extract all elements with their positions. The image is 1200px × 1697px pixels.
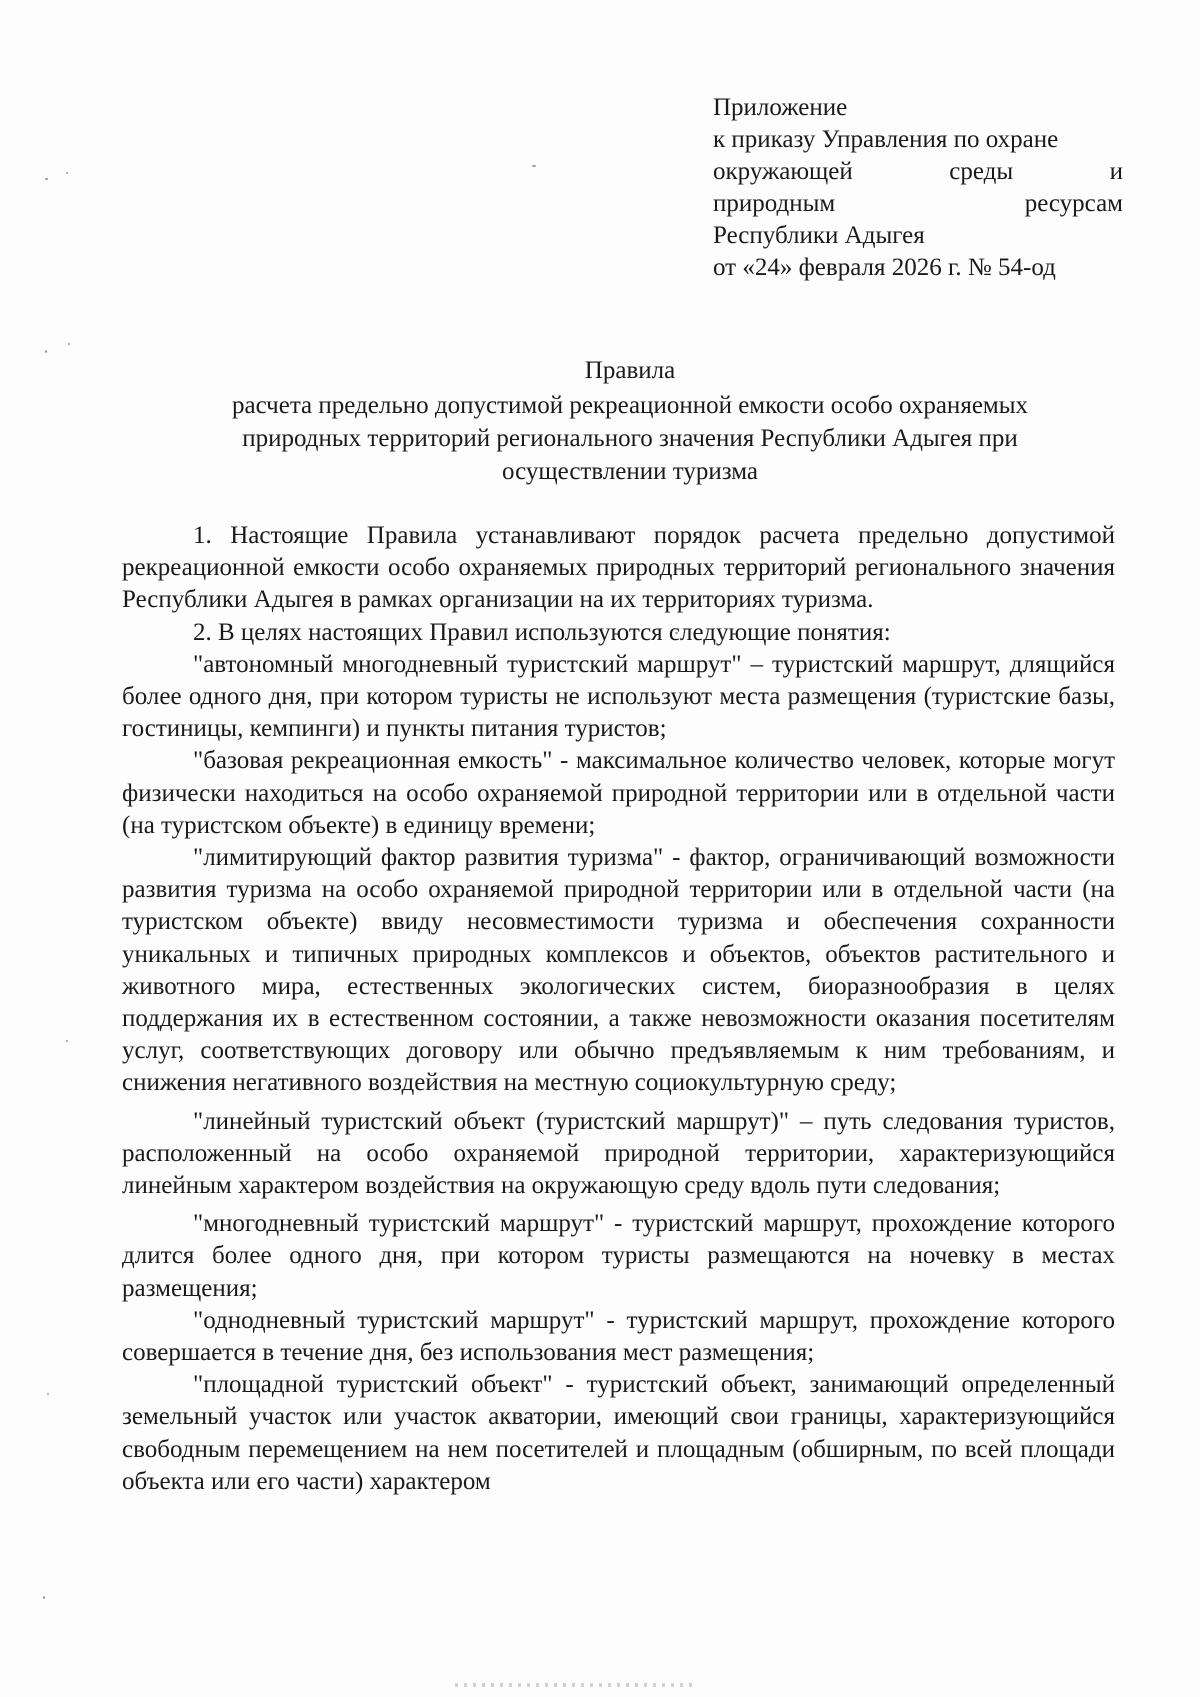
document-title — [150, 354, 1110, 488]
scan-speck — [68, 343, 70, 345]
title-line: осуществлении туризма — [501, 458, 759, 485]
definition-paragraph: "лимитирующий фактор развития туризма" - фактор, ограничивающий возможности развития туризма на особо охраняемой природной территории или в отдельной части (на туристском объекте) ввиду несовместимости туризма и обеспечения сохранности уникальных и типичных природных комплексов и объектов, объектов растительного и животного мира, естественных экологических систем, биоразнообразия в целях поддержания их в естественном состоянии, а также невозможности оказания посетителям услуг, соответствующих договору или обычно предъявляемым к ним требованиям, и снижения негативного воздействия на местную социокультурную среду; — [122, 844, 1115, 1097]
definition-paragraph: "площадной туристский объект" - туристский объект, занимающий определенный земельный участок или участок акватории, имеющий свои границы, характеризующийся свободным перемещением на нем посетителей и площадным (обширным, по всей площади объекта или его части) характером — [122, 1371, 1115, 1495]
appendix-line: природным ресурсам — [713, 190, 1123, 217]
scan-speck — [532, 165, 536, 167]
title-line: расчета предельно допустимой рекреационной емкости особо охраняемых — [231, 392, 1029, 419]
definition-paragraph: "многодневный туристский маршрут" - туристский маршрут, прохождение которого длится более одного дня, при котором туристы размещаются на ночевку в местах размещения; — [122, 1210, 1115, 1302]
appendix-line: к приказу Управления по охране — [713, 126, 1059, 153]
appendix-line: Приложение — [713, 94, 848, 121]
definition-paragraph: "линейный туристский объект (туристский маршрут)" – путь следования туристов, расположенный на особо охраняемой природной территории, характеризующийся линейным характером воздействия на окружающую среду вдоль пути следования; — [122, 1107, 1115, 1200]
paragraph: 1. Настоящие Правила устанавливают порядок расчета предельно допустимой рекреационной емкости особо охраняемых природных территорий регионального значения Республики Адыгея в рамках организации на их территориях туризма. — [122, 522, 1115, 614]
appendix-block — [713, 92, 1123, 284]
scan-speck — [66, 1040, 68, 1042]
definition-paragraph: "автономный многодневный туристский маршрут" – туристский маршрут, длящийся более одного дня, при котором туристы не используют места размещения (туристские базы, гостиницы, кемпинги) и пункты питания туристов; — [122, 650, 1115, 743]
scan-footer-noise — [455, 1683, 695, 1687]
title-heading: Правила — [584, 357, 676, 384]
title-line: природных территорий регионального значения Республики Адыгея при — [242, 425, 1018, 452]
paragraph: 2. В целях настоящих Правил используются следующие понятия: — [193, 618, 891, 646]
definition-paragraph: "однодневный туристский маршрут" - туристский маршрут, прохождение которого совершается в течение дня, без использования мест размещения; — [122, 1306, 1115, 1367]
scan-speck — [45, 350, 47, 353]
definition-paragraph: "базовая рекреационная емкость" - максимальное количество человек, которые могут физически находиться на особо охраняемой природной территории или в отдельной части (на туристском объекте) в единицу времени; — [122, 747, 1115, 839]
scan-speck — [66, 172, 68, 174]
scan-speck — [45, 178, 48, 180]
document-body — [122, 520, 1115, 1498]
appendix-line: Республики Адыгея — [713, 222, 925, 249]
scan-speck — [43, 1596, 45, 1599]
appendix-line: окружающей среды и — [713, 158, 1123, 185]
scan-speck — [47, 1393, 49, 1395]
appendix-line: от «24» февраля 2026 г. № 54-од — [713, 254, 1056, 281]
